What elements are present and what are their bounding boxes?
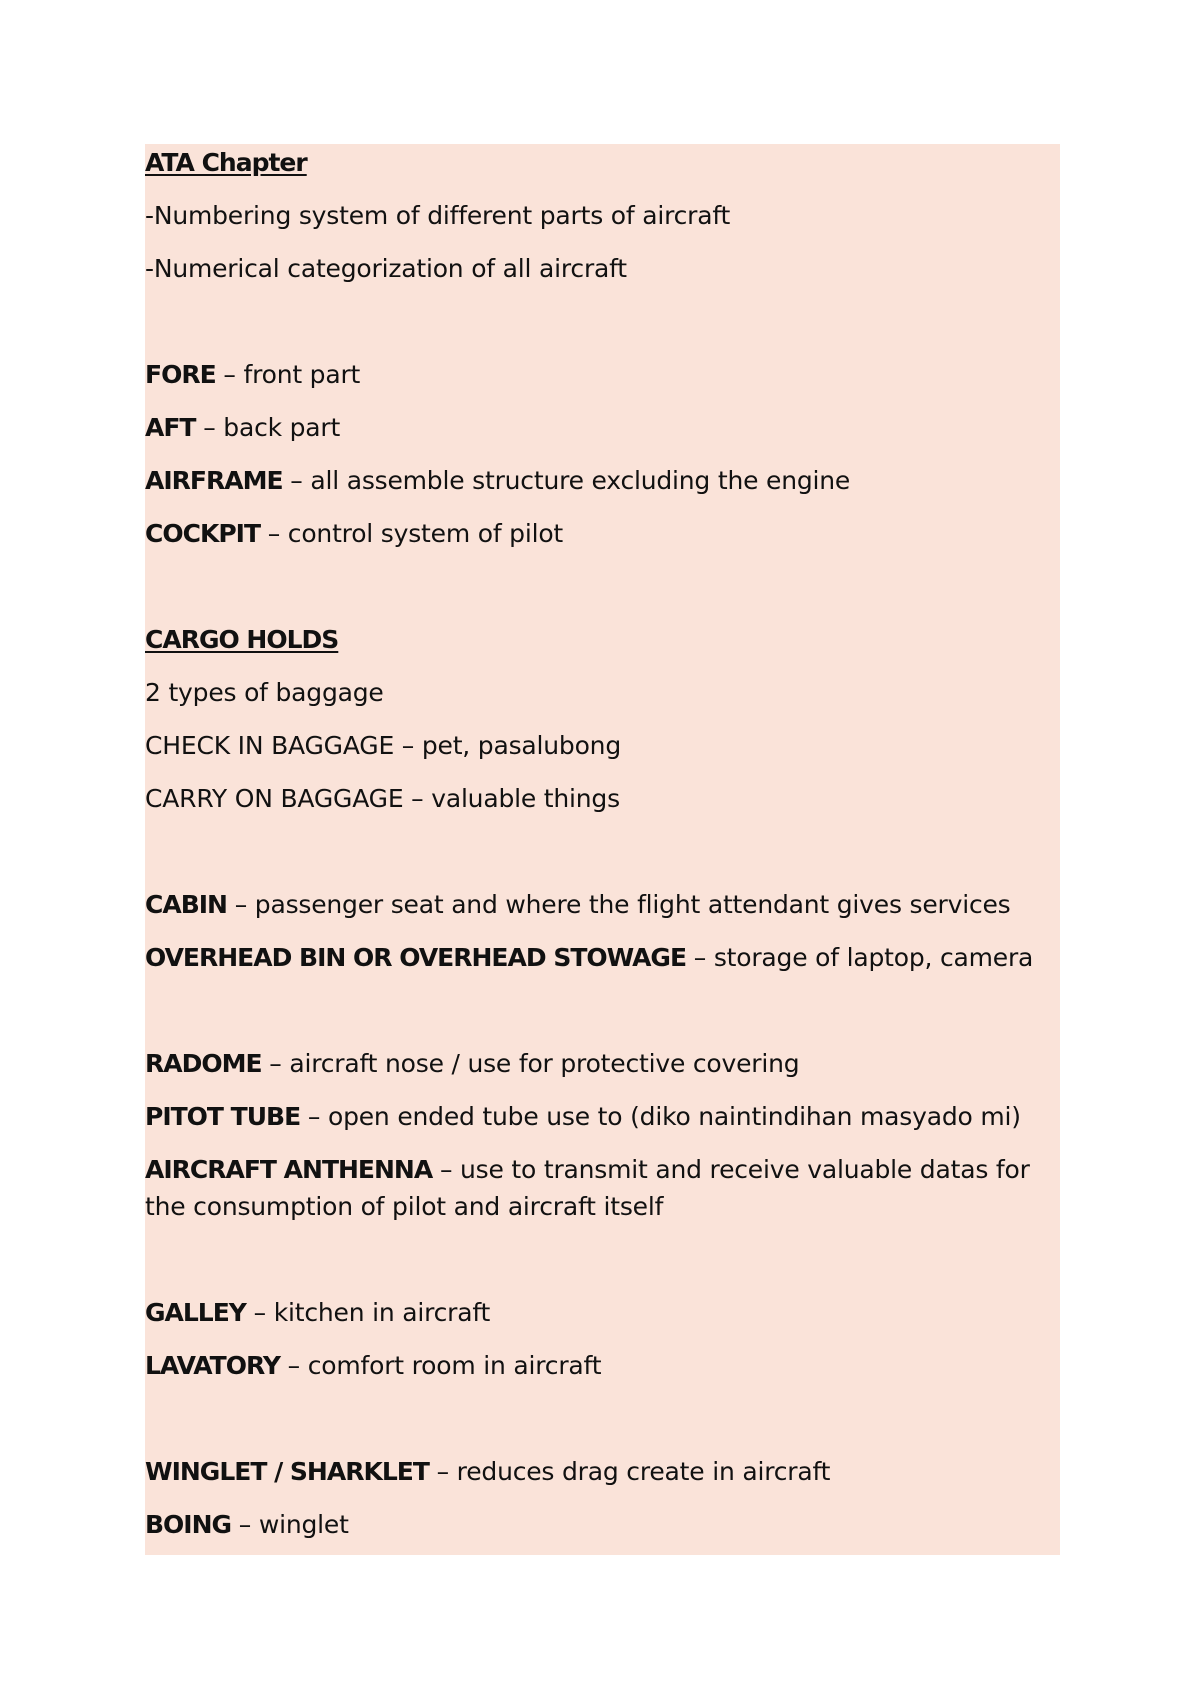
blank-line [145, 1400, 1050, 1437]
document-content [145, 144, 1050, 1559]
definition-text: – comfort room in aircraft [279, 1351, 602, 1380]
term-label: GALLEY [145, 1298, 246, 1327]
definition-pitot-tube [145, 1098, 1050, 1135]
definition-text: – open ended tube use to (diko naintindihan masyado mi) [300, 1102, 1021, 1131]
definition-radome [145, 1045, 1050, 1082]
definition-fore [145, 356, 1050, 393]
blank-line [145, 303, 1050, 340]
cargo-line-3: CARRY ON BAGGAGE – valuable things [145, 784, 620, 813]
definition-lavatory [145, 1347, 1050, 1384]
definition-aircraft-anthenna [145, 1151, 1050, 1225]
term-label: LAVATORY [145, 1351, 280, 1380]
definition-boing [145, 1506, 1050, 1543]
heading-cargo-holds [145, 621, 1050, 658]
term-label: FORE [145, 360, 216, 389]
definition-cockpit [145, 515, 1050, 552]
term-label: AFT [145, 413, 196, 442]
term-label: PITOT TUBE [145, 1102, 301, 1131]
definition-overhead-bin [145, 939, 1050, 976]
term-label: CABIN [145, 890, 227, 919]
definition-airframe [145, 462, 1050, 499]
term-label: AIRFRAME [145, 466, 283, 495]
term-label: COCKPIT [145, 519, 260, 548]
heading-text: CARGO HOLDS [145, 625, 339, 654]
term-label: OVERHEAD BIN OR OVERHEAD STOWAGE [145, 943, 687, 972]
cargo-line-1: 2 types of baggage [145, 678, 384, 707]
definition-text: – control system of pilot [260, 519, 564, 548]
term-label: BOING [145, 1510, 232, 1539]
definition-text: – reduces drag create in aircraft [428, 1457, 831, 1486]
definition-text: – all assemble structure excluding the engine [282, 466, 851, 495]
definition-aft [145, 409, 1050, 446]
definition-text: – passenger seat and where the flight attendant gives services [226, 890, 1011, 919]
intro-line-2: -Numerical categorization of all aircraft [145, 254, 627, 283]
definition-text: – front part [215, 360, 361, 389]
heading-ata-chapter [145, 144, 1050, 181]
definition-text: – aircraft nose / use for protective covering [261, 1049, 800, 1078]
blank-line [145, 1241, 1050, 1278]
definition-galley [145, 1294, 1050, 1331]
blank-line [145, 992, 1050, 1029]
definition-text: – winglet [231, 1510, 349, 1539]
term-label: AIRCRAFT ANTHENNA [145, 1155, 433, 1184]
definition-text: – back part [195, 413, 341, 442]
heading-text: ATA Chapter [145, 148, 307, 177]
term-label: WINGLET / SHARKLET [145, 1457, 429, 1486]
definition-cabin [145, 886, 1050, 923]
blank-line [145, 568, 1050, 605]
cargo-line-2: CHECK IN BAGGAGE – pet, pasalubong [145, 731, 622, 760]
definition-winglet-sharklet [145, 1453, 1050, 1490]
definition-text: – use to transmit and receive valuable datas for the consumption of pilot and aircraft itself [145, 1155, 1030, 1221]
blank-line [145, 833, 1050, 870]
term-label: RADOME [145, 1049, 262, 1078]
intro-line-1: -Numbering system of different parts of aircraft [145, 201, 731, 230]
definition-text: – kitchen in aircraft [245, 1298, 491, 1327]
definition-text: – storage of laptop, camera [686, 943, 1034, 972]
